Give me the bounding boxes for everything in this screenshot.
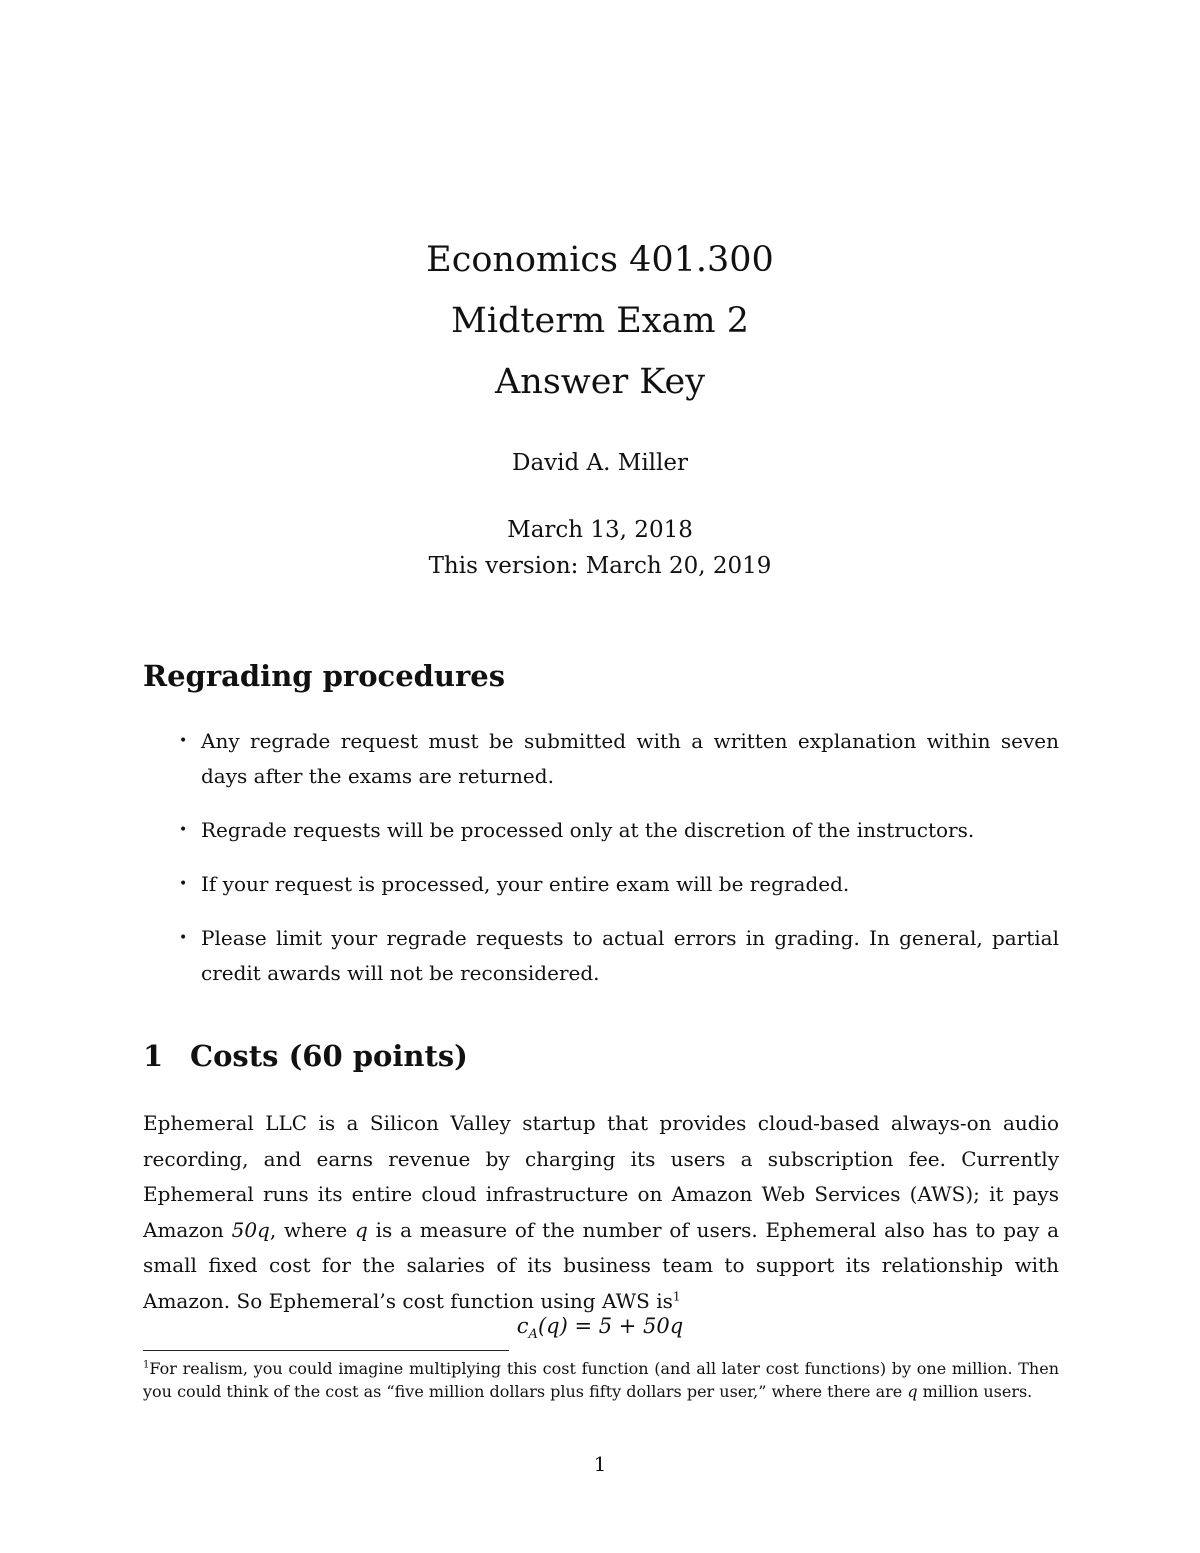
bullet-icon: •: [179, 733, 188, 749]
footnote: [143, 1357, 1059, 1403]
footnote-math-q: q: [907, 1382, 918, 1401]
list-item: [143, 813, 1059, 848]
equation-lhs: c: [516, 1314, 529, 1338]
list-item-text: Regrade requests will be processed only at the discretion of the instructors.: [201, 818, 975, 842]
bullet-icon: •: [179, 930, 188, 946]
section-1-paragraph: [143, 1106, 1059, 1319]
para-text: is a measure of the number of users. Ephemeral also has to pay a small fixed cost for the salaries of its business team to support its relationship with Amazon. So Ephemeral’s cost function using AWS is: [143, 1217, 1059, 1313]
list-item: [143, 724, 1059, 794]
para-text: , where: [269, 1217, 356, 1242]
equation-subscript: A: [528, 1327, 538, 1343]
list-item-text: Please limit your regrade requests to actual errors in grading. In general, partial credit awards will not be reconsidered.: [201, 926, 1059, 985]
list-item: [143, 867, 1059, 902]
bullet-icon: •: [179, 822, 188, 838]
list-item-text: If your request is processed, your entire exam will be regraded.: [201, 872, 850, 896]
regrading-heading: [143, 659, 505, 693]
regrading-heading-text: Regrading procedures: [143, 659, 506, 693]
list-item: [143, 921, 1059, 991]
page-number: 1: [593, 1452, 607, 1476]
footnote-reference[interactable]: 1: [672, 1288, 681, 1303]
footnote-text: million users.: [917, 1382, 1033, 1401]
date-block: [0, 512, 1200, 584]
version-date: This version: March 20, 2019: [428, 553, 772, 579]
para-text: Ephemeral LLC is a Silicon Valley startup that provides cloud-based always-on audio recording, and earns revenue by charging its users a subscription fee. Currently Ephemeral runs its entire cloud infrastructure on Amazon Web Services (AWS); it pays Amazon: [143, 1111, 1059, 1242]
title-block: [0, 230, 1200, 413]
author: David A. Miller: [512, 450, 688, 476]
date: March 13, 2018: [507, 517, 693, 543]
math-50q: 50q: [231, 1217, 270, 1242]
equation-rhs: = 5 + 50q: [567, 1314, 684, 1338]
author-block: [0, 445, 1200, 481]
math-q: q: [355, 1217, 368, 1242]
section-number: 1: [143, 1039, 164, 1073]
regrading-list: [143, 724, 1059, 1010]
exam-title: Midterm Exam 2: [451, 301, 749, 341]
footnote-divider: [143, 1350, 509, 1351]
cost-equation: [0, 1314, 1200, 1342]
section-1-heading: [143, 1039, 468, 1073]
list-item-text: Any regrade request must be submitted with a written explanation within seven days after the exams are returned.: [201, 729, 1059, 788]
section-title: Costs (60 points): [190, 1039, 468, 1073]
footnote-text: For realism, you could imagine multiplying this cost function (and all later cost functions) by one million. Then you could think of the cost as “five million dollars plus fifty dollars per user,” where there are: [143, 1359, 1059, 1401]
equation-argument: (q): [537, 1314, 568, 1338]
course-title: Economics 401.300: [426, 240, 774, 280]
bullet-icon: •: [179, 876, 188, 892]
footnote-mark: 1: [143, 1359, 150, 1371]
doc-type-title: Answer Key: [495, 362, 705, 402]
